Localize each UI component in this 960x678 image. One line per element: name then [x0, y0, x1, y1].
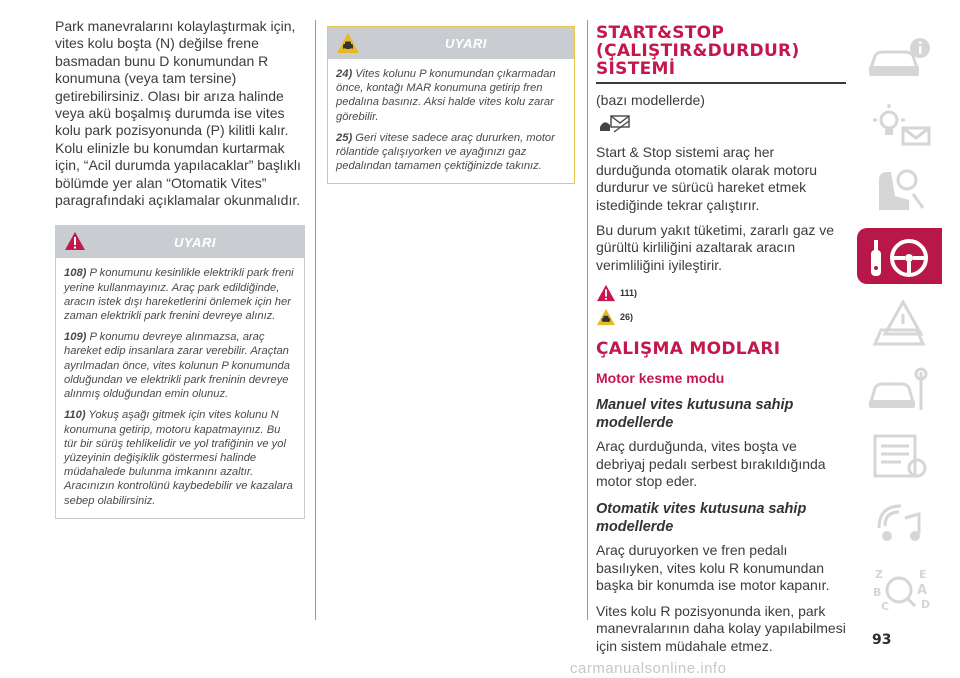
- models-note: (bazı modellerde): [596, 92, 705, 108]
- section-title-modes: ÇALIŞMA MODLARI: [596, 339, 781, 360]
- warning-triangle-car-icon: [865, 300, 935, 350]
- svg-text:E: E: [919, 568, 927, 581]
- svg-text:D: D: [921, 598, 931, 611]
- column-left: [55, 18, 305, 519]
- caution-title: UYARI: [445, 36, 487, 51]
- start-stop-benefit: Bu durum yakıt tüketimi, zararlı gaz ve gürültü kirliliğini azaltarak aracın verimliliğini iyileştirir.: [596, 222, 835, 273]
- watermark: carmanualsonline.info: [570, 660, 727, 677]
- caution-body: [328, 59, 574, 183]
- automatic-gearbox-text-1: Araç duruyorken ve fren pedalı basılıyken, vites kolu R konumundan başka bir konumda ise motor kapanır.: [596, 542, 830, 594]
- heading-manual-gearbox: Manuel vites kutusuna sahip modellerde: [596, 397, 794, 432]
- warning-item-109: 109) P konumu devreye alınmazsa, araç hareket edip insanlara zarar verebilir. Araçtan ayrılmadan önce, vites kolunun P konumunda olduğundan ve elektrikli park freninin devreye alınmış olduğundan emin olunuz.: [64, 331, 290, 401]
- warning-triangle-icon: [596, 284, 616, 302]
- warning-header: [56, 226, 304, 258]
- tab-multimedia[interactable]: [857, 494, 942, 550]
- warning-title: UYARI: [174, 235, 216, 251]
- warning-item-110: 110) Yokuş aşağı gitmek için vites kolunu N konumuna getirip, motoru kapatmayınız. Bu tür bir sürüş tehlikelidir ve yol trafiğinin ve yol yüzeyinin değişiklik göstermesi halinde müdahalede bulunma imkanını azaltır. Aracınızın kontrolünü kaybedebilir ve kazalara sebep olabilirsiniz.: [64, 409, 293, 507]
- automatic-gearbox-text-2: Vites kolu R pozisyonunda iken, park manevralarının daha kolay yapılabilmesi için sistem müdahale etmez.: [596, 602, 846, 654]
- caution-box: [327, 26, 575, 184]
- seat-airbag-icon: [865, 166, 935, 216]
- title-rule: [596, 82, 846, 84]
- caution-header: [328, 27, 574, 59]
- manual-gearbox-text: Araç durduğunda, vites boşta ve debriyaj pedalı serbest bırakıldığında motor stop eder.: [596, 438, 826, 490]
- heading-automatic-gearbox: Otomatik vites kutusuna sahip modellerde: [596, 501, 807, 536]
- tab-car-info[interactable]: [857, 30, 942, 86]
- technical-data-list-icon: [865, 432, 935, 482]
- park-maneuver-paragraph: Park manevralarını kolaylaştırmak için, vites kolu boşta (N) değilse frene basmadan bunu D konumundan R konumuna (veya tam tersine) getirebilirsiniz. Olası bir arıza halinde veya akü boşalmış durumda ise vites kolu park pozisyonunda (P) kilitli kalır. Kolu elinizle bu konumdan kurtarmak için, “Acil durumda yapılacaklar” başlıklı bölümde yer alan “Otomatik Vites” paragrafındaki açıklamalar okunmalıdır.: [55, 18, 301, 209]
- multimedia-icon: [865, 498, 935, 548]
- warning-item-108: 108) P konumunu kesinlikle elektrikli park freni yerine kullanmayınız. Araç park edildiğinde, aracın istek dışı hareketlerini önlemek için her zaman elektrikli park frenini devreye alınız.: [64, 267, 294, 323]
- alphabetical-index-icon: [865, 564, 935, 614]
- column-divider-right: [587, 20, 588, 620]
- column-middle: [327, 26, 575, 184]
- svg-text:A: A: [917, 583, 928, 598]
- car-info-icon: [865, 34, 935, 84]
- tab-starting-driving[interactable]: [857, 228, 942, 284]
- tab-lights-messages[interactable]: [857, 96, 942, 152]
- connectivity-icon: [598, 113, 632, 133]
- tab-safety[interactable]: [857, 162, 942, 218]
- tab-index[interactable]: [857, 560, 942, 616]
- column-divider-left: [315, 20, 316, 620]
- caution-car-triangle-icon: [596, 308, 616, 326]
- svg-text:B: B: [873, 586, 882, 599]
- car-service-tools-icon: [865, 366, 935, 416]
- tab-technical-data[interactable]: [857, 428, 942, 484]
- tab-emergency[interactable]: [857, 296, 942, 352]
- tab-maintenance[interactable]: [857, 362, 942, 418]
- key-steering-wheel-icon: [865, 232, 935, 282]
- section-title-start-stop: START&STOP (ÇALIŞTIR&DURDUR) SİSTEMİ: [596, 23, 800, 79]
- svg-text:Z: Z: [875, 568, 883, 581]
- subsection-engine-stop: Motor kesme modu: [596, 370, 725, 387]
- warning-box-left: [55, 225, 305, 518]
- svg-text:C: C: [881, 600, 890, 613]
- start-stop-intro: Start & Stop sistemi araç her durduğunda otomatik olarak motoru durdurur ve sürücü hareket etmek istediğinde tekrar çalıştırır.: [596, 144, 818, 213]
- caution-item-24: 24) Vites kolunu P konumundan çıkarmadan önce, kontağı MAR konumuna getirip fren pedalına basınız. Aksi halde vites kolu zarar görebilir.: [336, 68, 556, 123]
- warning-body: [56, 258, 304, 517]
- lights-message-icon: [865, 100, 935, 150]
- page-number: 93: [872, 632, 892, 648]
- column-right: [596, 24, 846, 655]
- ref-warning-111: 111): [596, 284, 846, 302]
- caution-item-25: 25) Geri vitese sadece araç dururken, motor rölantide çalışıyorken ve ayağınızı gaz pedalından tamamen çektiğinizde takınız.: [336, 131, 555, 173]
- ref-caution-26: 26): [596, 308, 846, 326]
